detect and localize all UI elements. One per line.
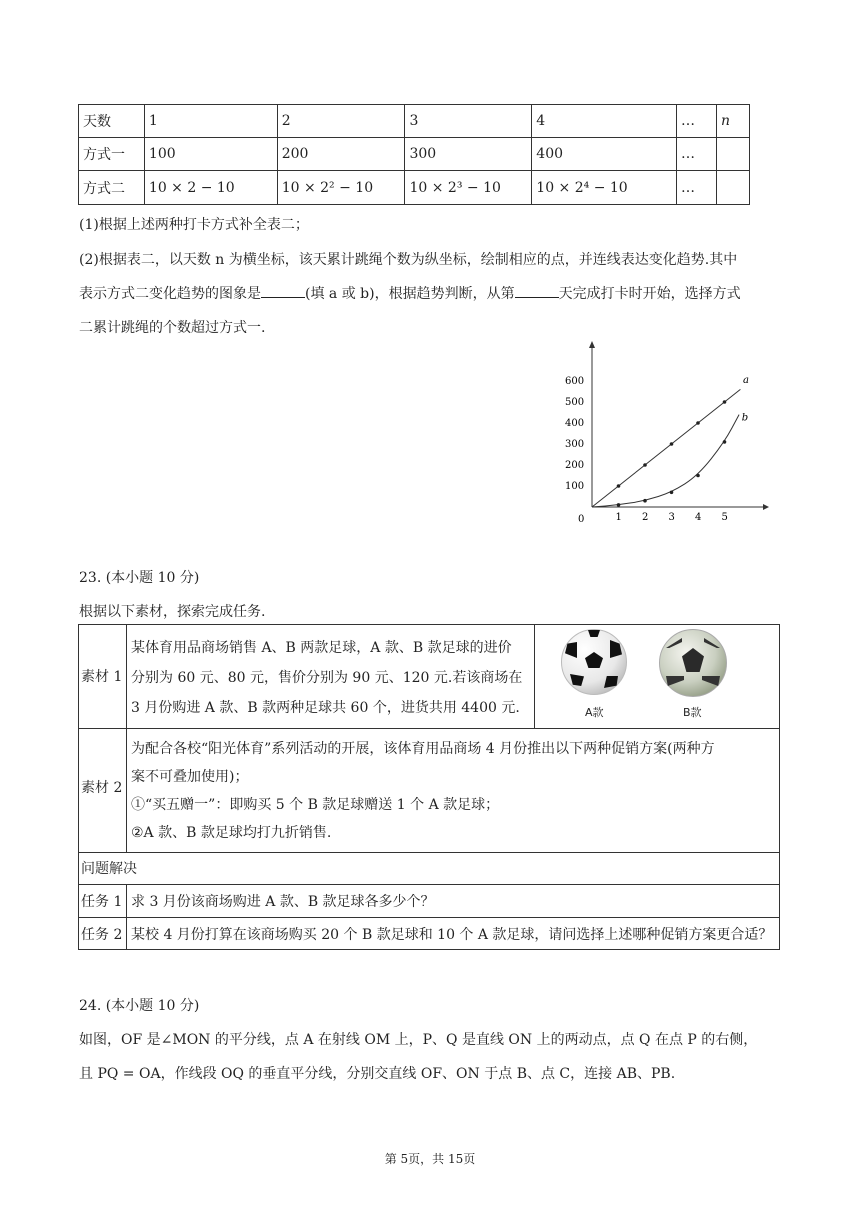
answer-blank-1[interactable] (261, 283, 305, 298)
question-23-intro: 根据以下素材，探索完成任务. (79, 604, 266, 620)
material-1-line: 分别为 60 元、80 元，售价分别为 90 元、120 元.若该商场在 (131, 670, 523, 686)
question-24-line-2: 且 PQ = OA，作线段 OQ 的垂直平分线，分别交直线 OF、ON 于点 B、点 C，连接 AB、PB. (79, 1066, 676, 1082)
material-2-text (131, 735, 715, 847)
material-2-line: ②A 款、B 款足球均打九折销售. (131, 825, 332, 841)
series-label-b: b (741, 412, 749, 424)
y-axis-arrow (589, 341, 595, 348)
x-tick-label: 1 (615, 512, 622, 523)
data-point-a (696, 421, 700, 425)
task-2-label: 任务 2 (81, 927, 123, 943)
soccer-ball-a-image (561, 629, 627, 695)
material-2-line: 案不可叠加使用)； (131, 769, 249, 785)
table-cell: … (677, 105, 717, 138)
ball-a-caption: A款 (585, 706, 604, 719)
table-row (79, 171, 750, 205)
data-point-a (617, 484, 621, 488)
question-2-text-a: 表示方式二变化趋势的图象是 (79, 286, 261, 302)
table-cell: 300 (405, 138, 532, 171)
table-cell: 1 (144, 105, 277, 138)
question-2-text-b: (填 a 或 b)，根据趋势判断，从第 (305, 286, 515, 302)
data-point-b (696, 474, 700, 478)
table-cell: 10 × 2 − 10 (144, 171, 277, 205)
y-tick-label: 300 (565, 439, 585, 450)
trend-chart (558, 340, 770, 530)
data-point-a (643, 463, 647, 467)
series-line-b (592, 415, 739, 507)
material-2-label: 素材 2 (81, 780, 123, 796)
table-cell: 200 (277, 138, 405, 171)
series-line-a (592, 389, 740, 507)
table-cell: 3 (405, 105, 532, 138)
origin-label: 0 (578, 514, 585, 525)
table-cell: 天数 (79, 105, 145, 138)
data-point-b (723, 440, 727, 444)
task-2-text: 某校 4 月份打算在该商场购买 20 个 B 款足球和 10 个 A 款足球，请问选择上述哪种促销方案更合适？ (131, 927, 773, 943)
data-point-a (723, 400, 727, 404)
table-cell: 4 (532, 105, 677, 138)
table-cell: 10 × 2² − 10 (277, 171, 405, 205)
table-cell: 2 (277, 105, 405, 138)
task-1-label: 任务 1 (81, 894, 123, 910)
material-2-line: 为配合各校“阳光体育”系列活动的开展，该体育用品商场 4 月份推出以下两种促销方案(两种方 (131, 741, 715, 757)
data-point-a (670, 442, 674, 446)
data-point-b (617, 503, 621, 507)
table-cell: 10 × 2³ − 10 (405, 171, 532, 205)
y-tick-label: 200 (565, 460, 585, 471)
question-23-header: 23. (本小题 10 分) (79, 570, 200, 586)
y-tick-label: 400 (565, 418, 585, 429)
material-1-text (131, 633, 522, 723)
records-table (78, 104, 750, 205)
material-1-label: 素材 1 (81, 669, 123, 685)
data-point-b (670, 491, 674, 495)
materials-table (78, 624, 780, 950)
ball-b-caption: B款 (683, 706, 702, 719)
page-footer: 第 5页，共 15页 (384, 1152, 476, 1166)
question-2-text-c: 天完成打卡时开始，选择方式 (558, 286, 741, 302)
answer-blank-2[interactable] (515, 283, 559, 298)
table-cell: 方式二 (79, 171, 145, 205)
series-label-a: a (743, 375, 750, 386)
x-tick-label: 2 (642, 512, 649, 523)
x-tick-label: 4 (695, 512, 702, 523)
table-cell (716, 171, 749, 205)
soccer-ball-b-image (659, 629, 727, 697)
table-cell: n (716, 105, 749, 138)
table-cell: … (677, 171, 717, 205)
y-tick-label: 100 (565, 481, 585, 492)
y-tick-label: 500 (565, 397, 585, 408)
material-1-line: 3 月份购进 A 款、B 款两种足球共 60 个，进货共用 4400 元. (131, 700, 520, 716)
x-tick-label: 3 (668, 512, 675, 523)
table-cell: … (677, 138, 717, 171)
x-axis-arrow (763, 504, 769, 510)
question-2-line-3: 二累计跳绳的个数超过方式一. (79, 320, 266, 336)
question-2-line-1: (2)根据表二，以天数 n 为横坐标，该天累计跳绳个数为纵坐标，绘制相应的点，并连线表达变化趋势.其中 (79, 252, 738, 268)
table-cell (716, 138, 749, 171)
material-1-line: 某体育用品商场销售 A、B 两款足球，A 款、B 款足球的进价 (131, 640, 512, 656)
table-row (79, 105, 750, 138)
table-row (79, 138, 750, 171)
data-point-b (643, 499, 647, 503)
table-cell: 10 × 2⁴ − 10 (532, 171, 677, 205)
question-2-line-2 (79, 283, 741, 303)
material-2-line: ①“买五赠一”：即购买 5 个 B 款足球赠送 1 个 A 款足球； (131, 797, 500, 813)
table-cell: 100 (144, 138, 277, 171)
question-24-header: 24. (本小题 10 分) (79, 998, 200, 1014)
x-tick-label: 5 (721, 512, 728, 523)
y-tick-label: 600 (565, 376, 585, 387)
table-cell: 方式一 (79, 138, 145, 171)
problem-solving-label: 问题解决 (81, 861, 137, 877)
task-1-text: 求 3 月份该商场购进 A 款、B 款足球各多少个？ (131, 894, 435, 910)
question-1: (1)根据上述两种打卡方式补全表二； (79, 217, 309, 233)
table-cell: 400 (532, 138, 677, 171)
question-24-line-1: 如图，OF 是∠MON 的平分线，点 A 在射线 OM 上，P、Q 是直线 ON 上的两动点，点 Q 在点 P 的右侧， (79, 1032, 758, 1048)
